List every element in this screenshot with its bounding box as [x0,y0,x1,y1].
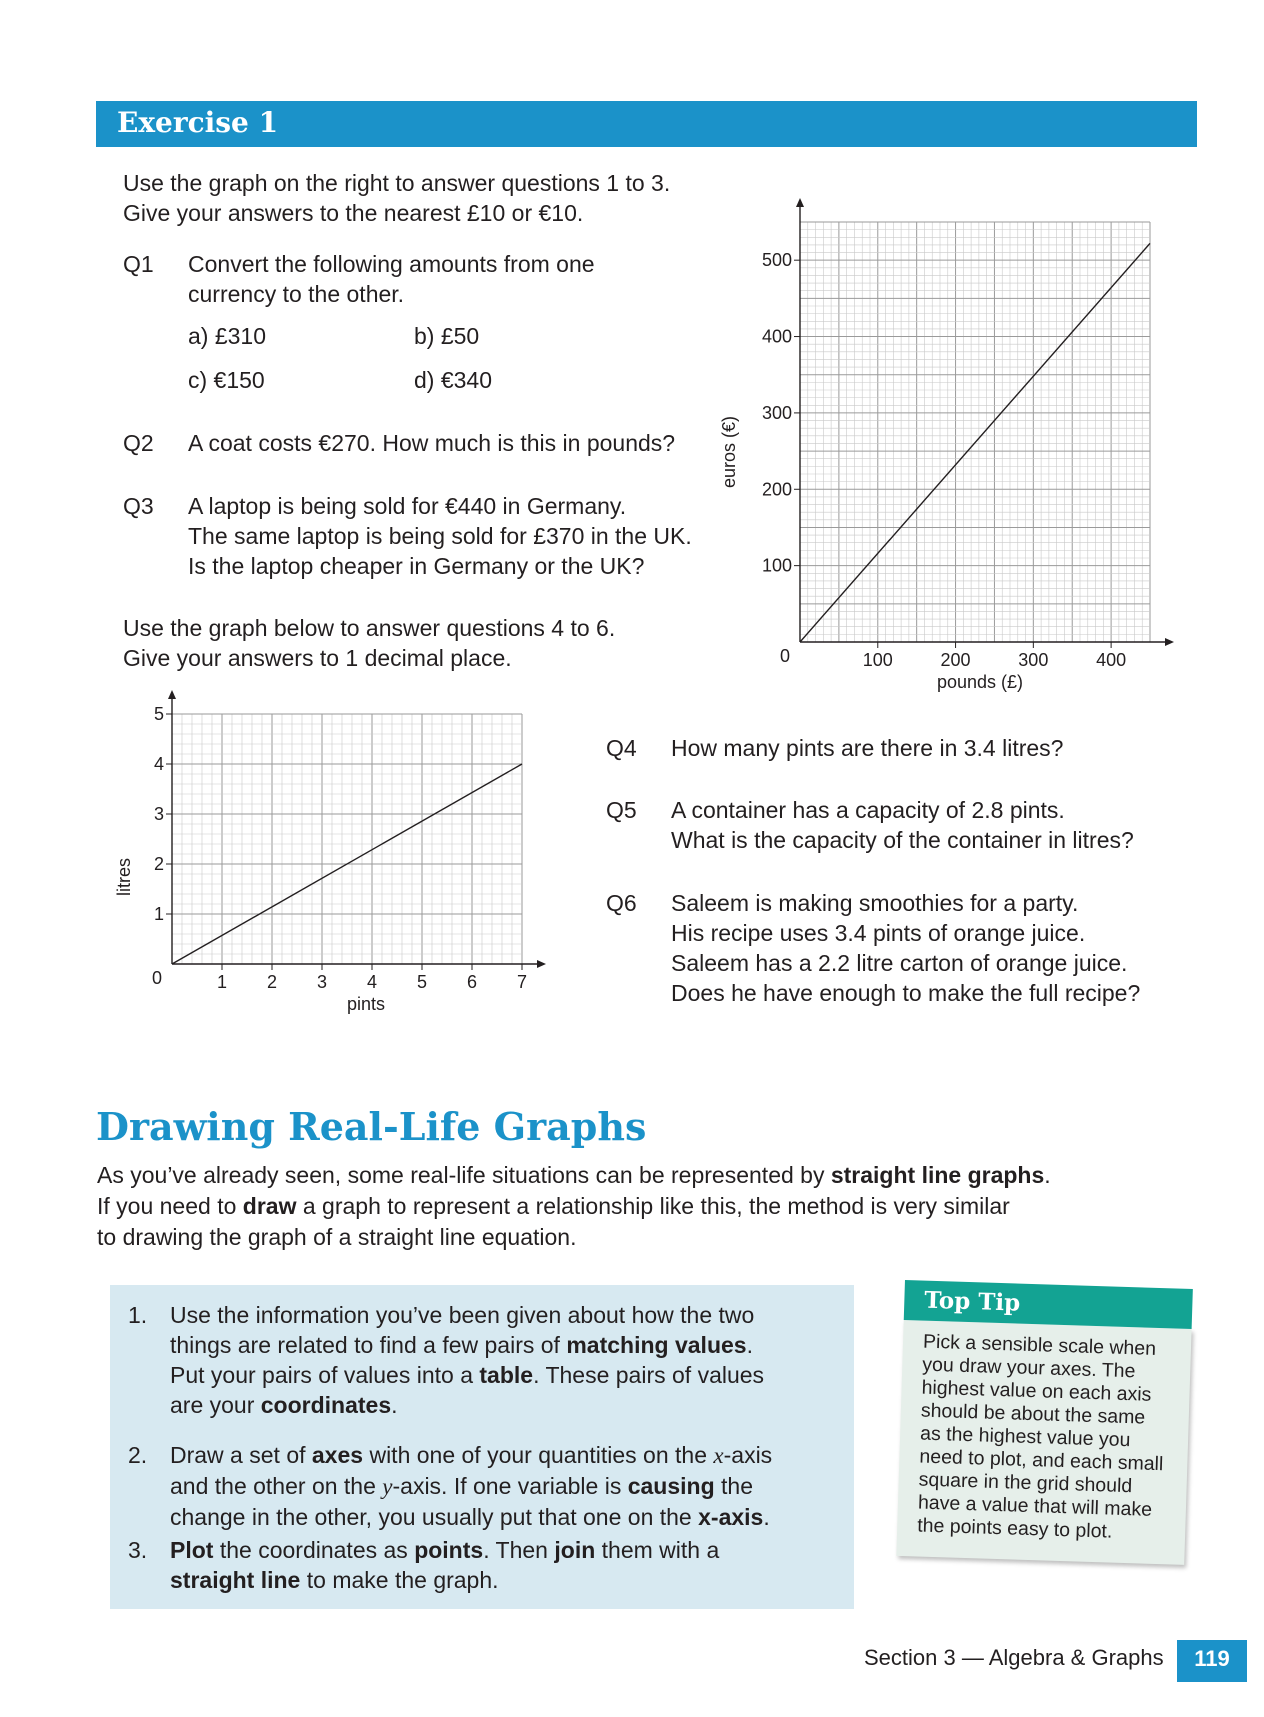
top-tip-card [896,1280,1193,1567]
emphasis: x [713,1443,724,1468]
step-line [170,1330,764,1360]
step-number: 2. [128,1442,148,1468]
y-tick-label: 1 [153,904,164,924]
q6-line2: His recipe uses 3.4 pints of orange juice. [671,920,1086,946]
emphasis: join [554,1537,596,1563]
q5-line1: A container has a capacity of 2.8 pints. [671,797,1065,823]
text-run: things are related to find a few pairs of [170,1332,567,1358]
y-tick-label: 4 [153,754,164,774]
text-run: . [391,1392,398,1418]
x-tick-label: 1 [216,972,228,992]
emphasis: straight line graphs [830,1162,1045,1188]
q5-line2: What is the capacity of the container in litres? [671,827,1134,853]
currency-conversion-chart [700,150,1180,710]
x-tick-label: 7 [516,972,528,992]
text-run: to drawing the graph of a straight line equation. [97,1224,577,1250]
y-tick-label: 200 [761,479,792,500]
series-line [800,243,1150,642]
q1-line1: Convert the following amounts from one [188,251,595,277]
text-run: . [763,1504,770,1530]
top-tip-line: have a value that will make [917,1491,1153,1521]
step-line [170,1565,719,1595]
text-run: a graph to represent a relationship like this, the method is very similar [296,1193,1010,1219]
emphasis: y [382,1474,393,1499]
x-tick-label: 5 [416,972,428,992]
emphasis: points [414,1537,484,1563]
x-tick-label: 400 [1096,650,1127,670]
y-tick-label: 100 [761,555,792,576]
text-run: the coordinates as [213,1537,415,1563]
top-tip-line: should be about the same [920,1399,1146,1429]
emphasis: axes [311,1442,364,1468]
top-tip-line: you draw your axes. The [922,1353,1136,1383]
q1-part-c: c) €150 [188,367,265,393]
q1-line2: currency to the other. [188,281,405,307]
top-tip-line: highest value on each axis [921,1376,1152,1406]
y-axis-arrow [796,198,804,207]
y-tick-label: 500 [761,250,792,271]
q5-number: Q5 [606,797,637,823]
emphasis: causing [627,1473,715,1499]
step-line [170,1440,772,1471]
emphasis: table [479,1362,534,1388]
text-run: Draw a set of [170,1442,312,1468]
top-tip-line: Pick a sensible scale when [922,1330,1157,1360]
q1-part-a: a) £310 [188,323,267,349]
intro-line [97,1222,1051,1253]
top-tip-line: as the highest value you [919,1422,1131,1452]
text-run: . [1044,1162,1051,1188]
x-tick-label: 2 [266,972,278,992]
y-tick-label: 3 [153,804,164,824]
x-tick-label: 200 [940,650,971,670]
q3-line2: The same laptop is being sold for £370 in the UK. [188,523,692,549]
x-tick-label: 300 [1018,650,1049,670]
intro-line [97,1191,1051,1222]
q6-line1: Saleem is making smoothies for a party. [671,890,1079,916]
text-run: Use the information you’ve been given about how the two [170,1302,755,1328]
text-run: -axis. If one variable is [392,1473,628,1499]
q4-text: How many pints are there in 3.4 litres? [671,735,1064,761]
intro1-line1: Use the graph on the right to answer questions 1 to 3. [123,170,671,196]
text-run: to make the graph. [300,1567,499,1593]
text-run: and the other on the [170,1473,383,1499]
intro2-line1: Use the graph below to answer questions 4 to 6. [123,615,616,641]
step-body [170,1440,772,1532]
text-run: . These pairs of values [533,1362,765,1388]
emphasis: straight line [170,1567,301,1593]
grid [800,222,1150,642]
intro1-line2: Give your answers to the nearest £10 or €10. [123,200,584,226]
emphasis: x-axis [698,1504,764,1530]
text-run: with one of your quantities on the [363,1442,714,1468]
x-tick-label: 3 [316,972,328,992]
step-line [170,1360,764,1390]
text-run: As you’ve already seen, some real-life situations can be represented by [97,1162,831,1188]
text-run: are your [170,1392,261,1418]
x-tick-label: 6 [466,972,478,992]
top-tip-text [917,1331,1167,1546]
q2-number: Q2 [123,430,154,456]
q3-line1: A laptop is being sold for €440 in Germany. [188,493,627,519]
pints-litres-chart [110,690,560,1030]
x-tick-label: 4 [366,972,378,992]
step-body [170,1535,719,1595]
y-axis-label: litres [114,857,134,897]
y-tick-label: 2 [153,854,164,874]
text-run: Put your pairs of values into a [170,1362,480,1388]
x-axis-label: pints [346,994,386,1014]
top-tip-title: Top Tip [923,1286,1021,1317]
x-axis-label: pounds (£) [936,672,1024,692]
x-axis-arrow [1165,638,1174,646]
q2-text: A coat costs €270. How much is this in pounds? [188,430,676,456]
x-axis-arrow [537,960,546,968]
q6-number: Q6 [606,890,637,916]
emphasis: coordinates [260,1392,392,1418]
text-run: If you need to [97,1193,243,1219]
q1-part-b: b) £50 [414,323,480,349]
text-run: . [746,1332,753,1358]
text-run: them with a [595,1537,720,1563]
page-number: 119 [1194,1646,1230,1671]
emphasis: draw [242,1193,297,1219]
q1-number: Q1 [123,251,154,277]
section-intro [97,1160,1051,1253]
step-line [170,1535,719,1565]
top-tip-body [896,1320,1191,1565]
q3-number: Q3 [123,493,154,519]
origin-label: 0 [779,646,790,666]
top-tip-line: the points easy to plot. [916,1514,1113,1543]
y-tick-label: 300 [761,402,792,423]
y-axis-label: euros (€) [719,415,739,489]
x-tick-label: 100 [862,650,893,670]
text-run: the [714,1473,754,1499]
grid [172,714,522,964]
text-run: -axis [723,1442,773,1468]
q4-number: Q4 [606,735,637,761]
q1-part-d: d) €340 [414,367,493,393]
intro2-line2: Give your answers to 1 decimal place. [123,645,512,671]
text-run: change in the other, you usually put that one on the [170,1504,699,1530]
step-number: 1. [128,1302,148,1328]
step-number: 3. [128,1537,148,1563]
step-line [170,1471,772,1502]
top-tip-line: need to plot, and each small [919,1445,1164,1476]
emphasis: Plot [170,1537,214,1563]
text-run: . Then [483,1537,555,1563]
step-line [170,1390,764,1420]
footer-section: Section 3 — Algebra & Graphs [864,1645,1164,1670]
q6-line4: Does he have enough to make the full recipe? [671,980,1141,1006]
q3-line3: Is the laptop cheaper in Germany or the UK? [188,553,645,579]
origin-label: 0 [151,968,162,988]
step-line [170,1300,764,1330]
section-heading: Drawing Real-Life Graphs [96,1104,647,1149]
y-tick-label: 5 [153,704,164,724]
exercise-title: Exercise 1 [117,106,279,139]
step-line [170,1502,772,1532]
top-tip-line: square in the grid should [918,1468,1133,1498]
intro-line [97,1160,1051,1191]
q6-line3: Saleem has a 2.2 litre carton of orange juice. [671,950,1128,976]
y-axis-arrow [168,690,176,699]
step-body [170,1300,764,1420]
y-tick-label: 400 [761,326,792,347]
emphasis: matching values [566,1332,747,1358]
